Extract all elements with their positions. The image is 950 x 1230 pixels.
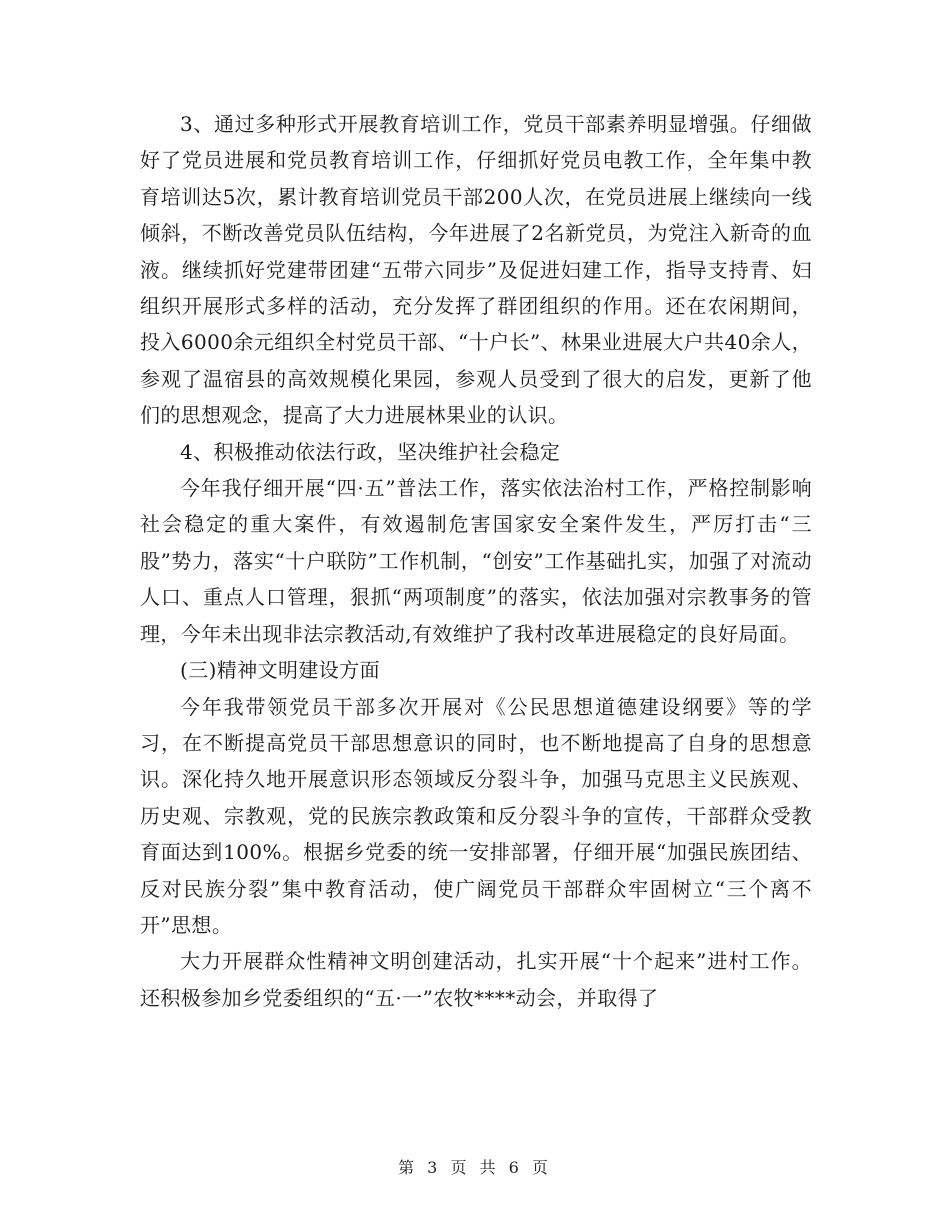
page-number-footer: 第 3 页 共 6 页 xyxy=(398,1158,552,1177)
paragraph-ideology-study: 今年我带领党员干部多次开展对《公民思想道德建设纲要》等的学习，在不断提高党员干部思想意识的同时，也不断地提高了自身的思想意识。深化持久地开展意识形态领域反分裂斗争，加强马克思主义民族观、历史观、宗教观，党的民族宗教政策和反分裂斗争的宣传，干部群众受教育面达到100%。根据乡党委的统一安排部署，仔细开展“加强民族团结、反对民族分裂”集中教育活动，使广阔党员干部群众牢固树立“三个离不开”思想。 xyxy=(140,694,812,937)
section-heading-spiritual-civilization: (三)精神文明建设方面 xyxy=(180,658,381,683)
document-body xyxy=(140,106,812,1016)
section-heading-rule-of-law: 4、积极推动依法行政，坚决维护社会稳定 xyxy=(180,439,561,464)
paragraph-civilization-activities: 大力开展群众性精神文明创建活动，扎实开展“十个起来”进村工作。还积极参加乡党委组织的“五·一”农牧****动会，并取得了 xyxy=(140,949,812,1010)
paragraph-education-training: 3、通过多种形式开展教育培训工作，党员干部素养明显增强。仔细做好了党员进展和党员教育培训工作，仔细抓好党员电教工作，全年集中教育培训达5次，累计教育培训党员干部200人次，在党员进展上继续向一线倾斜，不断改善党员队伍结构，今年进展了2名新党员，为党注入新奇的血液。继续抓好党建带团建“五带六同步”及促进妇建工作，指导支持青、妇组织开展形式多样的活动，充分发挥了群团组织的作用。还在农闲期间，投入6000余元组织全村党员干部、“十户长”、林果业进展大户共40余人，参观了温宿县的高效规模化果园，参观人员受到了很大的启发，更新了他们的思想观念，提高了大力进展林果业的认识。 xyxy=(140,112,812,428)
paragraph-rule-of-law: 今年我仔细开展“四·五”普法工作，落实依法治村工作，严格控制影响社会稳定的重大案件，有效遏制危害国家安全案件发生，严厉打击“三股”势力，落实“十户联防”工作机制，“创安”工作基础扎实，加强了对流动人口、重点人口管理，狠抓“两项制度”的落实，依法加强对宗教事务的管理，今年未出现非法宗教活动,有效维护了我村改革进展稳定的良好局面。 xyxy=(140,476,812,646)
